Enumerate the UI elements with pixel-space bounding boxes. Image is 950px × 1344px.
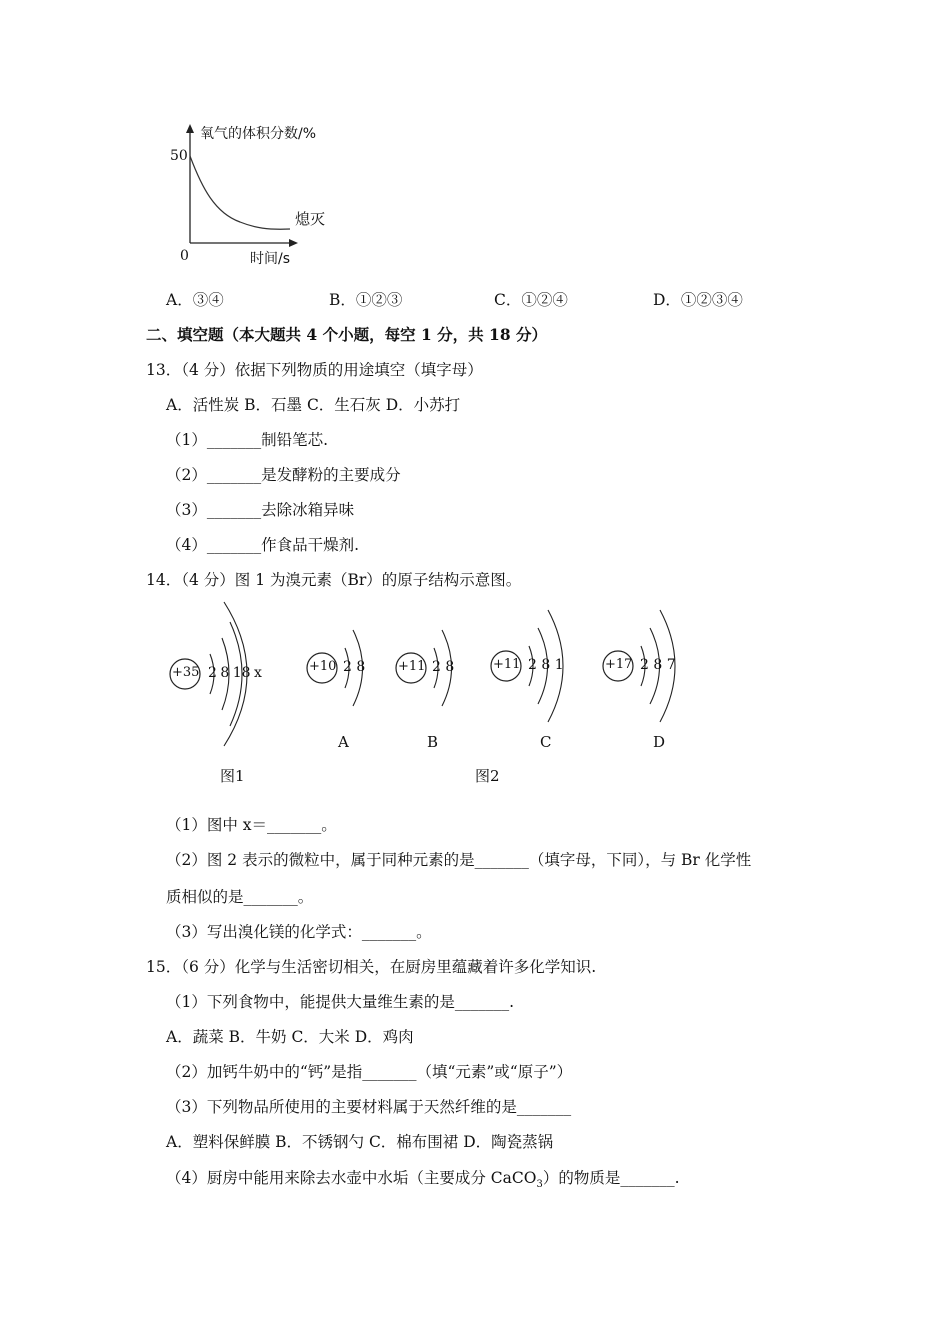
fig1-caption: 图1 bbox=[220, 767, 245, 785]
q12-option-c: C．①②④ bbox=[494, 291, 568, 309]
q15-part-4-subscript: 3 bbox=[536, 1179, 543, 1191]
q14-part-2-cont: 质相似的是_______。 bbox=[166, 888, 314, 906]
atom-a-electrons: 2 8 bbox=[343, 659, 366, 675]
q13-part-4: （4）_______作食品干燥剂. bbox=[166, 536, 360, 554]
atom-d-electrons: 2 8 7 bbox=[640, 657, 676, 673]
q15-part-4 bbox=[166, 1166, 680, 1190]
y-axis-arrow bbox=[186, 124, 194, 133]
br-electrons: 2 8 18 x bbox=[208, 665, 262, 681]
graph-x-label: 时间/s bbox=[250, 251, 291, 267]
atom-diagrams bbox=[150, 598, 710, 798]
atom-d-nucleus-label: +17 bbox=[605, 657, 633, 672]
q15-part-3: （3）下列物品所使用的主要材料属于天然纤维的是_______ bbox=[166, 1098, 572, 1116]
oxygen-curve bbox=[190, 156, 290, 229]
q12-option-a: A．③④ bbox=[166, 291, 224, 309]
atom-b-electrons: 2 8 bbox=[432, 659, 455, 675]
q13-options: A．活性炭 B．石墨 C．生石灰 D．小苏打 bbox=[166, 396, 461, 414]
atom-c-label: C bbox=[540, 733, 552, 751]
q15-part-4-after: ）的物质是_______. bbox=[542, 1169, 680, 1187]
q14-part-3: （3）写出溴化镁的化学式：_______。 bbox=[166, 923, 432, 941]
atom-c-nucleus-label: +11 bbox=[493, 657, 521, 672]
atom-b-nucleus-label: +11 bbox=[398, 659, 426, 674]
graph-annotation: 熄灭 bbox=[295, 210, 326, 228]
fig2-caption: 图2 bbox=[475, 767, 500, 785]
q14-stem: 14．（4 分）图 1 为溴元素（Br）的原子结构示意图。 bbox=[146, 571, 522, 589]
q13-part-3: （3）_______去除冰箱异味 bbox=[166, 501, 355, 519]
q15-part-3-options: A．塑料保鲜膜 B．不锈钢勺 C．棉布围裙 D．陶瓷蒸锅 bbox=[166, 1133, 554, 1151]
atom-a-nucleus-label: +10 bbox=[309, 659, 337, 674]
graph-origin: 0 bbox=[180, 248, 189, 264]
section2-title: 二、填空题（本大题共 4 个小题，每空 1 分，共 18 分） bbox=[146, 325, 548, 344]
graph-y-tick: 50 bbox=[170, 148, 188, 164]
q13-part-1: （1）_______制铅笔芯. bbox=[166, 431, 329, 449]
atom-c-electrons: 2 8 1 bbox=[528, 657, 564, 673]
q15-stem: 15．（6 分）化学与生活密切相关，在厨房里蕴藏着许多化学知识. bbox=[146, 958, 597, 976]
q15-part-2: （2）加钙牛奶中的“钙”是指_______（填“元素”或“原子”） bbox=[166, 1063, 573, 1081]
atom-a-label: A bbox=[338, 733, 349, 751]
graph-y-label: 氧气的体积分数/% bbox=[200, 126, 317, 142]
q15-part-4-before: （4）厨房中能用来除去水壶中水垢（主要成分 CaCO bbox=[166, 1169, 537, 1187]
q13-part-2: （2）_______是发酵粉的主要成分 bbox=[166, 466, 401, 484]
q12-option-d: D．①②③④ bbox=[653, 291, 743, 309]
atom-b-label: B bbox=[427, 733, 439, 751]
q13-stem: 13．（4 分）依据下列物质的用途填空（填字母） bbox=[146, 361, 483, 379]
q14-part-2: （2）图 2 表示的微粒中，属于同种元素的是_______（填字母，下同），与 Br 化学性 bbox=[166, 851, 752, 869]
x-axis-arrow bbox=[289, 239, 298, 247]
q15-part-1: （1）下列食物中，能提供大量维生素的是_______. bbox=[166, 993, 515, 1011]
br-nucleus-label: +35 bbox=[172, 665, 200, 680]
q14-part-1: （1）图中 x＝_______。 bbox=[166, 816, 337, 834]
atom-d-label: D bbox=[653, 733, 666, 751]
q12-option-b: B．①②③ bbox=[329, 291, 403, 309]
q15-part-1-options: A．蔬菜 B．牛奶 C．大米 D．鸡肉 bbox=[166, 1028, 414, 1046]
oxygen-graph bbox=[150, 118, 370, 278]
